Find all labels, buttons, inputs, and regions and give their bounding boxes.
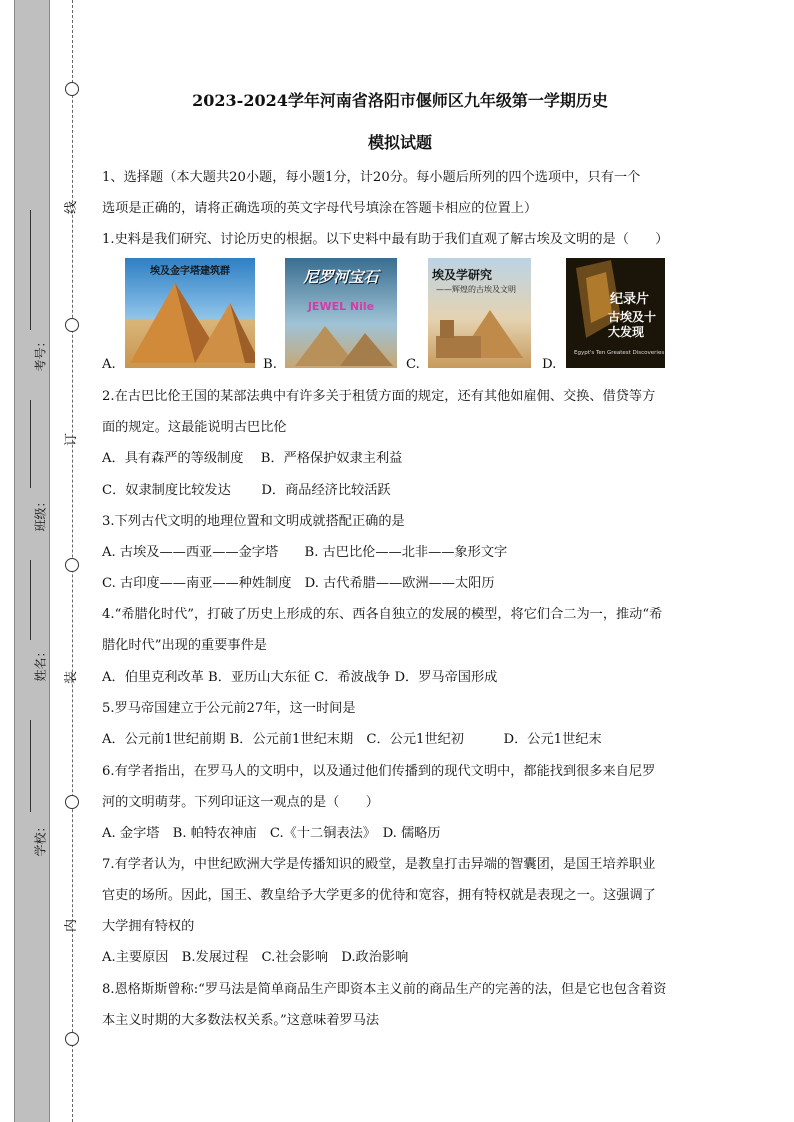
q1-option-d-label: D. [542, 357, 557, 372]
class-line [30, 400, 31, 488]
q2-stem-line2: 面的规定。这最能说明古巴比伦 [102, 420, 287, 435]
q1-c-image-text: 埃及学研究 [432, 268, 493, 282]
q4-options: A．伯里克利改革 B．亚历山大东征 C．希波战争 D．罗马帝国形成 [102, 670, 498, 685]
q7-stem-line1: 7.有学者认为，中世纪欧洲大学是传播知识的殿堂，是教皇打击异端的智囊团，是国王培养职业 [102, 857, 656, 872]
binding-hole [65, 1032, 79, 1046]
q1-option-b-image[interactable] [285, 258, 397, 368]
q1-option-c-label: C. [406, 357, 420, 372]
q3-options-cd: C. 古印度——南亚——种姓制度 D. 古代希腊——欧洲——太阳历 [102, 576, 495, 591]
q1-option-d-image[interactable] [566, 258, 665, 368]
q3-stem: 3.下列古代文明的地理位置和文明成就搭配正确的是 [102, 514, 405, 529]
q1-d-image-en: Egypt's Ten Greatest Discoveries [574, 350, 665, 356]
pyramid-graphic [125, 258, 255, 368]
q6-stem-line1: 6.有学者指出，在罗马人的文明中，以及通过他们传播到的现代文明中，都能找到很多来自尼罗 [102, 764, 656, 779]
q2-options-cd: C．奴隶制度比较发达 D．商品经济比较活跃 [102, 483, 391, 498]
seal-char-ding: 订 [64, 432, 80, 447]
page-title: 2023-2024学年河南省洛阳市偃师区九年级第一学期历史 [192, 91, 608, 110]
q6-stem-line2: 河的文明萌芽。下列印证这一观点的是（ ） [102, 795, 379, 810]
q6-options: A. 金字塔 B. 帕特农神庙 C.《十二铜表法》 D. 儒略历 [102, 826, 441, 841]
q2-stem-line1: 2.在古巴比伦王国的某部法典中有许多关于租赁方面的规定，还有其他如雇佣、交换、借贷等方 [102, 389, 656, 404]
page-subtitle: 模拟试题 [367, 133, 432, 152]
q1-option-b-label: B. [263, 357, 277, 372]
q2-options-ab: A．具有森严的等级制度 B．严格保护奴隶主利益 [102, 451, 403, 466]
seal-char-nei: 内 [64, 918, 80, 933]
q1-a-image-text: 埃及金字塔建筑群 [150, 266, 230, 277]
q7-stem-line2: 官吏的场所。因此，国王、教皇给予大学更多的优待和宽容，拥有特权就是表现之一。这强调了 [102, 888, 656, 903]
binding-gutter [14, 0, 50, 1122]
seal-char-zhuang: 装 [64, 670, 80, 685]
school-label: 学校： [33, 820, 48, 857]
q7-options: A.主要原因 B.发展过程 C.社会影响 D.政治影响 [102, 950, 409, 965]
name-line [30, 560, 31, 640]
q1-stem: 1.史料是我们研究、讨论历史的根据。以下史料中最有助于我们直观了解古埃及文明的是（ ） [102, 232, 669, 247]
exam-number-label: 考号： [33, 335, 48, 372]
instructions-line1: 1、选择题（本大题共20小题，每小题1分，计20分。每小题后所列的四个选项中，只有一个 [102, 170, 641, 185]
binding-hole [65, 318, 79, 332]
q1-b-image-text: 尼罗河宝石 [303, 268, 379, 286]
q7-stem-line3: 大学拥有特权的 [102, 919, 195, 934]
exam-number-line [30, 210, 31, 330]
seal-char-xian: 线 [64, 200, 80, 215]
sphinx-graphic [428, 258, 531, 368]
q1-option-a-image[interactable] [125, 258, 255, 368]
binding-hole [65, 558, 79, 572]
q8-stem-line1: 8.恩格斯斯曾称:“罗马法是简单商品生产即资本主义前的商品生产的完善的法，但是它也包含着资 [102, 982, 667, 997]
q1-option-c-image[interactable] [428, 258, 531, 368]
pyramid-graphic [285, 258, 397, 368]
q1-c-image-sub: ——辉煌的古埃及文明 [436, 285, 516, 294]
q5-options: A．公元前1世纪前期 B．公元前1世纪末期 C．公元1世纪初 D．公元1世纪末 [102, 732, 602, 747]
q4-stem-line1: 4.“希腊化时代”，打破了历史上形成的东、西各自独立的发展的模型，将它们合二为一，推动“希 [102, 607, 663, 622]
q4-stem-line2: 腊化时代”出现的重要事件是 [102, 638, 267, 653]
instructions-line2: 选项是正确的，请将正确选项的英文字母代号填涂在答题卡相应的位置上） [102, 201, 538, 216]
class-label: 班级： [33, 495, 48, 532]
binding-hole [65, 82, 79, 96]
q3-options-ab: A. 古埃及——西亚——金字塔 B. 古巴比伦——北非——象形文字 [102, 545, 508, 560]
q1-option-a-label: A. [102, 357, 116, 372]
binding-hole [65, 795, 79, 809]
q1-d-image-sub: 古埃及十大发现 [608, 310, 657, 339]
school-line [30, 720, 31, 812]
q8-stem-line2: 本主义时期的大多数法权关系。”这意味着罗马法 [102, 1013, 380, 1028]
q1-d-image-text: 纪录片 [610, 292, 650, 307]
name-label: 姓名： [33, 645, 48, 682]
q5-stem: 5.罗马帝国建立于公元前27年，这一时间是 [102, 701, 356, 716]
q1-b-image-sub: JEWEL Nile [307, 300, 375, 313]
